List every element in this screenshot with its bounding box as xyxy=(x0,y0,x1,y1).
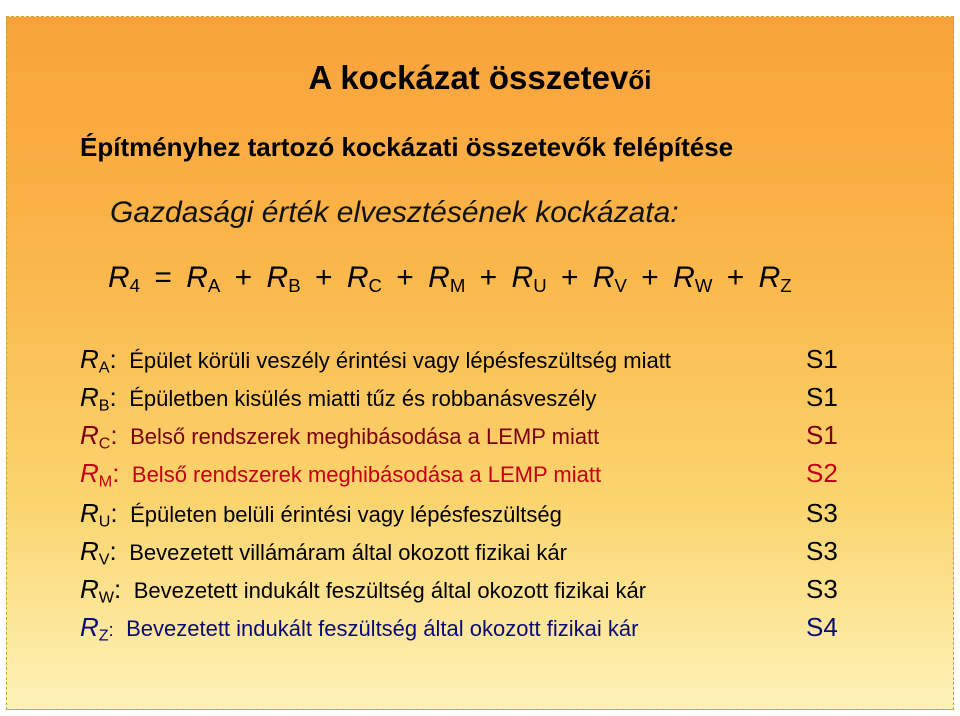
component-row-a: $R_A$: Épület körüli veszély érintési vagy lépésfeszültség miatt xyxy=(80,344,671,377)
source-label-a: S1 xyxy=(806,344,838,374)
formula-term-m: $R_M$ xyxy=(428,261,466,297)
subtitle: Építményhez tartozó kockázati összetevők felépítése xyxy=(80,132,734,162)
formula-plus: + xyxy=(561,261,579,294)
source-label-m: S2 xyxy=(806,458,838,488)
component-description: Épületben kisülés miatti tűz és robbanásveszély xyxy=(129,386,597,411)
component-row-w: $R_W$: Bevezetett indukált feszültség által okozott fizikai kár xyxy=(80,574,647,607)
title-text: A kockázat összetev xyxy=(308,59,629,96)
formula-equals: = xyxy=(154,261,172,294)
formula-term-a: $R_A$ xyxy=(186,261,221,297)
component-description: Bevezetett indukált feszültség által okozott fizikai kár xyxy=(126,616,639,641)
component-description: Épület körüli veszély érintési vagy lépésfeszültség miatt xyxy=(129,348,671,373)
component-row-z: $R_Z$: Bevezetett indukált feszültség által okozott fizikai kár xyxy=(80,612,639,645)
formula-term-z: $R_Z$ xyxy=(758,261,792,297)
formula-term-u: $R_U$ xyxy=(511,261,547,297)
component-symbol: $R_C$ xyxy=(80,420,111,453)
component-symbol: $R_U$ xyxy=(80,498,111,531)
source-label-w: S3 xyxy=(806,574,838,604)
formula-plus: + xyxy=(396,261,414,294)
component-description: Bevezetett villámáram által okozott fizikai kár xyxy=(129,540,567,565)
component-symbol: $R_Z$ xyxy=(80,612,109,645)
formula-plus: + xyxy=(314,261,333,294)
source-label-v: S3 xyxy=(806,536,838,566)
formula-term-w: $R_W$ xyxy=(673,261,713,297)
formula-term-c: $R_C$ xyxy=(346,261,382,297)
component-row-c: $R_C$: Belső rendszerek meghibásodása a LEMP miatt xyxy=(80,420,600,453)
component-description: Épületen belüli érintési vagy lépésfeszültség xyxy=(130,502,562,527)
component-description: Belső rendszerek meghibásodása a LEMP miatt xyxy=(130,424,600,449)
component-symbol: $R_W$ xyxy=(80,574,114,607)
source-label-b: S1 xyxy=(806,382,838,412)
component-symbol: $R_B$ xyxy=(80,382,110,415)
component-row-b: $R_B$: Épületben kisülés miatti tűz és robbanásveszély xyxy=(80,382,597,415)
formula-plus: + xyxy=(479,261,498,294)
component-row-m: $R_M$: Belső rendszerek meghibásodása a LEMP miatt xyxy=(80,458,602,491)
component-row-v: $R_V$: Bevezetett villámáram által okozott fizikai kár xyxy=(80,536,567,569)
risk-formula xyxy=(108,258,792,298)
component-description: Belső rendszerek meghibásodása a LEMP miatt xyxy=(131,462,602,487)
component-symbol: $R_V$ xyxy=(80,536,110,569)
source-label-z: S4 xyxy=(806,612,838,642)
formula-plus: + xyxy=(234,261,253,294)
formula-plus: + xyxy=(641,261,659,294)
formula-lhs: $R_4$ xyxy=(108,261,141,297)
formula-term-b: $R_B$ xyxy=(266,261,301,297)
component-row-u: $R_U$: Épületen belüli érintési vagy lépésfeszültség xyxy=(80,498,562,531)
title-suffix: ői xyxy=(628,65,652,95)
formula-plus: + xyxy=(726,261,745,294)
source-label-c: S1 xyxy=(806,420,838,450)
component-symbol: $R_A$ xyxy=(80,344,110,377)
component-description: Bevezetett indukált feszültség által okozott fizikai kár xyxy=(133,578,647,603)
formula-term-v: $R_V$ xyxy=(592,261,627,297)
section-heading: Gazdasági érték elvesztésének kockázata: xyxy=(110,196,679,229)
page-title xyxy=(0,56,960,102)
source-label-u: S3 xyxy=(806,498,838,528)
component-symbol: $R_M$ xyxy=(80,458,113,491)
